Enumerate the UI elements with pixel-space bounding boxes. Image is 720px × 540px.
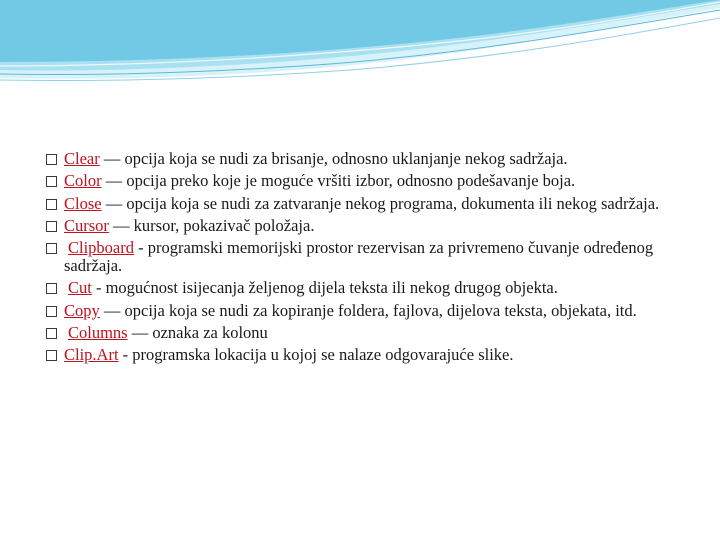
separator: — <box>99 149 125 168</box>
term-link[interactable]: Clipboard <box>68 238 134 258</box>
term-description: opcija koja se nudi za kopiranje foldera, fajlova, dijelova teksta, objekata, itd. <box>124 300 637 320</box>
checkbox-bullet-icon <box>46 176 57 187</box>
checkbox-bullet-icon <box>46 350 57 361</box>
checkbox-bullet-icon <box>46 283 57 294</box>
term-description: mogućnost isijecanja željenog dijela teksta ili nekog drugog objekta. <box>105 278 558 298</box>
term-link[interactable]: Cursor <box>64 215 109 235</box>
separator: — <box>99 300 125 320</box>
list-item-columns <box>46 324 696 342</box>
term-description: opcija koja se nudi za brisanje, odnosno uklanjanje nekog sadržaja. <box>124 149 568 168</box>
term-link[interactable]: Color <box>64 171 102 191</box>
separator: — <box>127 323 153 343</box>
separator: - <box>118 345 133 365</box>
list-item-cut <box>46 279 696 297</box>
term-description: programski memorijski prostor rezervisan za privremeno čuvanje određenog sadržaja. <box>64 238 654 276</box>
separator: — <box>101 193 127 213</box>
separator: - <box>91 278 106 298</box>
checkbox-bullet-icon <box>46 199 57 210</box>
term-link[interactable]: Cut <box>68 278 92 298</box>
term-link[interactable]: Clip.Art <box>64 345 119 365</box>
wave-header-decoration <box>0 0 720 90</box>
term-description: opcija koja se nudi za zatvaranje nekog programa, dokumenta ili nekog sadržaja. <box>126 193 660 213</box>
list-item-copy <box>46 302 696 320</box>
term-description: programska lokacija u kojoj se nalaze odgovarajuće slike. <box>132 345 514 365</box>
term-description: opcija preko koje je moguće vršiti izbor, odnosno podešavanje boja. <box>126 171 576 191</box>
separator: — <box>108 215 134 235</box>
glossary-list <box>46 150 696 369</box>
list-item-color <box>46 172 696 190</box>
term-description: oznaka za kolonu <box>152 323 268 343</box>
list-item-cursor <box>46 217 696 235</box>
checkbox-bullet-icon <box>46 221 57 232</box>
term-link[interactable]: Copy <box>64 300 100 320</box>
list-item-clipboard <box>46 239 696 275</box>
term-description: kursor, pokazivač položaja. <box>133 215 315 235</box>
list-item-close <box>46 195 696 213</box>
term-link[interactable]: Close <box>64 193 102 213</box>
checkbox-bullet-icon <box>46 306 57 317</box>
term-link[interactable]: Clear <box>64 149 100 168</box>
list-item-clear <box>46 150 696 168</box>
list-item-clipart <box>46 346 696 364</box>
term-link[interactable]: Columns <box>68 323 128 343</box>
separator: — <box>101 171 127 191</box>
checkbox-bullet-icon <box>46 243 57 254</box>
checkbox-bullet-icon <box>46 154 57 165</box>
checkbox-bullet-icon <box>46 328 57 339</box>
separator: - <box>134 238 148 258</box>
